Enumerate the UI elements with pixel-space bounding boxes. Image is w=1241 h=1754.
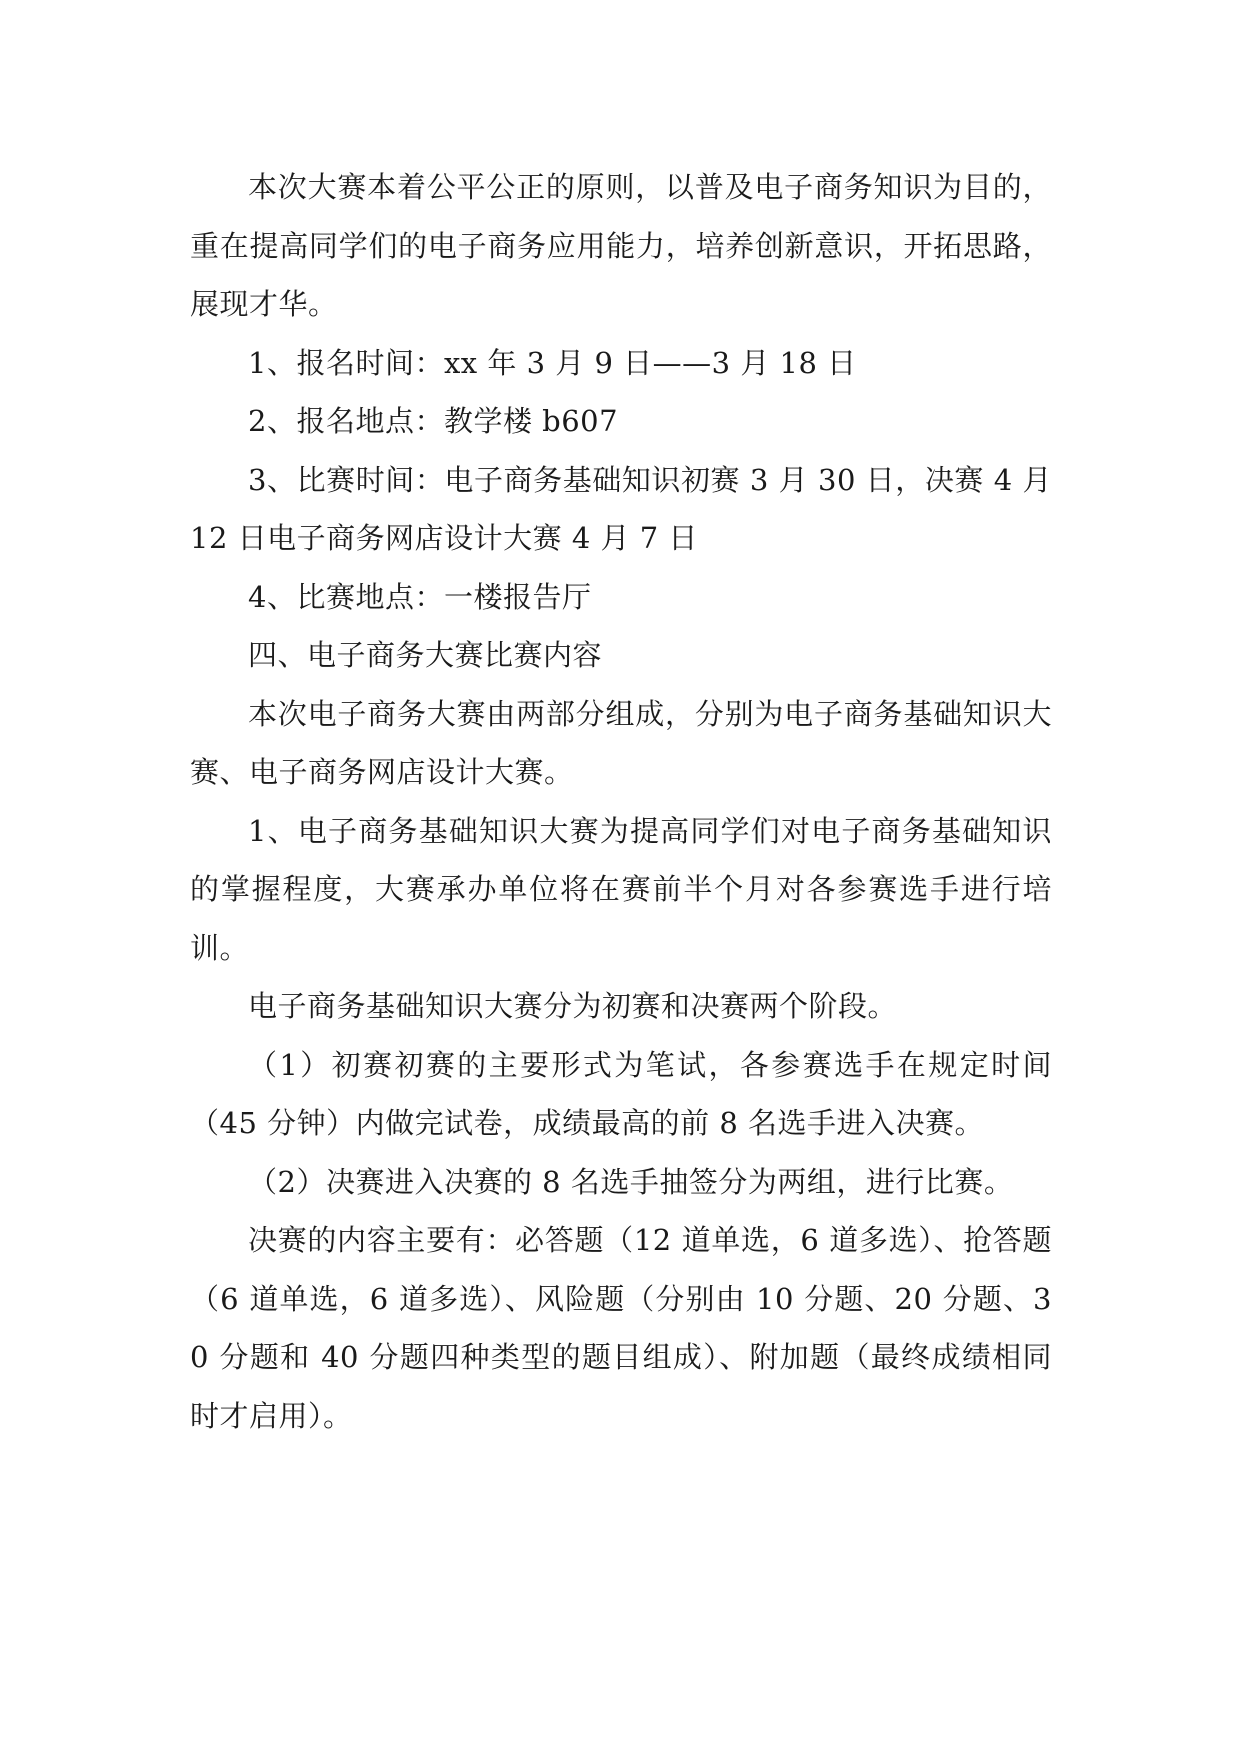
document-body: [190, 158, 1052, 1445]
paragraph-preliminary: （1）初赛初赛的主要形式为笔试，各参赛选手在规定时间（45 分钟）内做完试卷，成绩最高的前 8 名选手进入决赛。: [190, 1047, 1052, 1140]
paragraph-basic-knowledge: 1、电子商务基础知识大赛为提高同学们对电子商务基础知识的掌握程度，大赛承办单位将在赛前半个月对各参赛选手进行培训。: [190, 813, 1052, 965]
paragraph-intro: 本次大赛本着公平公正的原则，以普及电子商务知识为目的，重在提高同学们的电子商务应用能力，培养创新意识，开拓思路，展现才华。: [190, 170, 1052, 321]
section-heading-content: 四、电子商务大赛比赛内容: [248, 638, 603, 672]
paragraph-final-content: 决赛的内容主要有：必答题（12 道单选，6 道多选）、抢答题（6 道单选，6 道多选）、风险题（分别由 10 分题、20 分题、30 分题和 40 分题四种类型的题目组成）、附加题（最终成绩相同时才启用）。: [190, 1223, 1052, 1433]
paragraph-composition: 本次电子商务大赛由两部分组成，分别为电子商务基础知识大赛、电子商务网店设计大赛。: [190, 696, 1052, 789]
paragraph-registration-time: 1、报名时间：xx 年 3 月 9 日——3 月 18 日: [248, 345, 857, 380]
paragraph-competition-time: 3、比赛时间：电子商务基础知识初赛 3 月 30 日，决赛 4 月 12 日电子商务网店设计大赛 4 月 7 日: [190, 462, 1052, 555]
paragraph-stages: 电子商务基础知识大赛分为初赛和决赛两个阶段。: [248, 989, 898, 1023]
paragraph-registration-place: 2、报名地点：教学楼 b607: [248, 404, 619, 438]
paragraph-competition-place: 4、比赛地点：一楼报告厅: [248, 579, 592, 614]
paragraph-final: （2）决赛进入决赛的 8 名选手抽签分为两组，进行比赛。: [248, 1164, 1014, 1199]
